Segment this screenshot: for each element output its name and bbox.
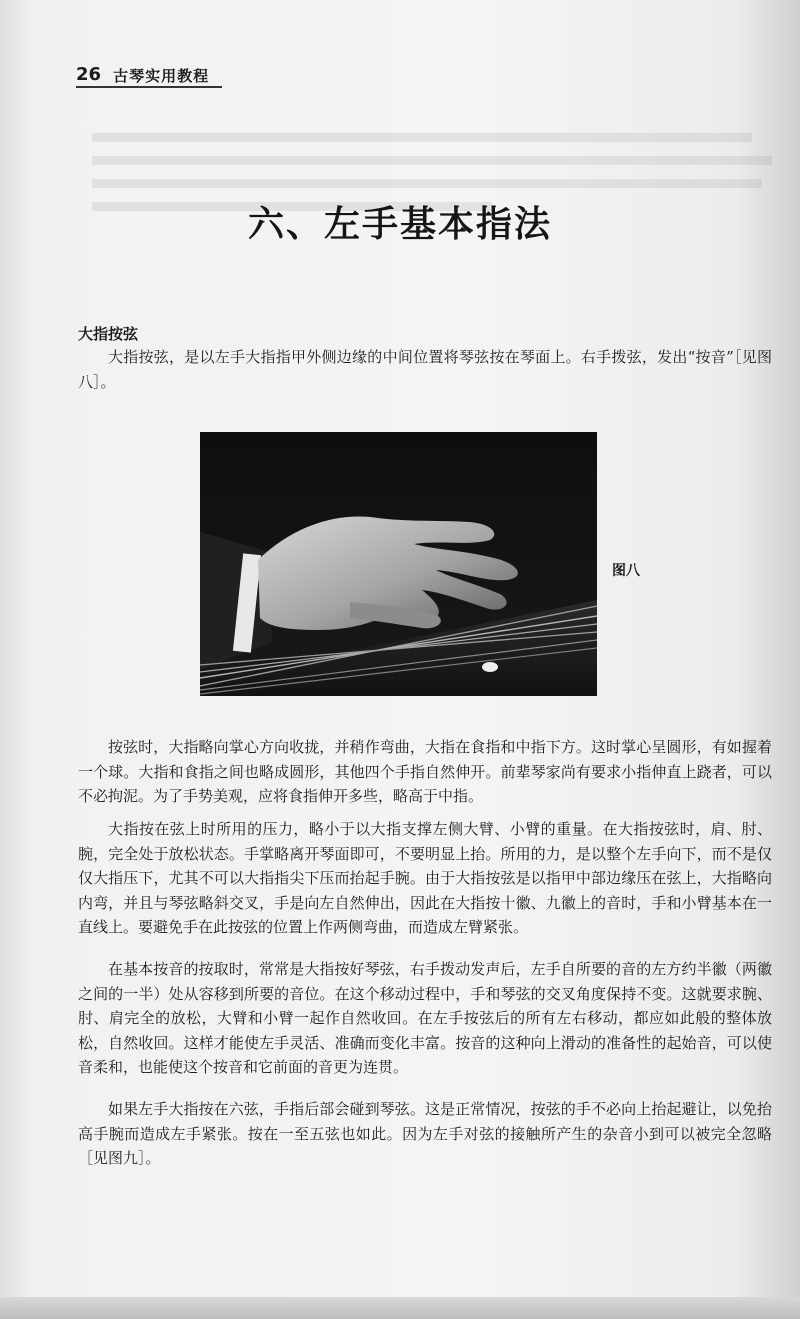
page-number: 26	[76, 64, 102, 85]
section-heading: 大指按弦	[78, 325, 139, 343]
chapter-title: 六、左手基本指法	[247, 204, 552, 245]
figure-8-photo	[200, 432, 597, 696]
running-header	[76, 54, 222, 88]
scan-edge	[0, 1297, 800, 1319]
paragraph-intro: 大指按弦，是以左手大指指甲外侧边缘的中间位置将琴弦按在琴面上。右手拨弦，发出“按音”［见图八］。	[78, 348, 772, 391]
figure-label: 图八	[612, 563, 640, 579]
paragraph-sixth-string: 如果左手大指按在六弦，手指后部会碰到琴弦。这是正常情况，按弦的手不必向上抬起避让，以免抬高手腕而造成左手紧张。按在一至五弦也如此。因为左手对弦的接触所产生的杂音小到可以被完全忽略［见图九］。	[78, 1100, 772, 1167]
paragraph-pressure: 大指按在弦上时所用的压力，略小于以大指支撑左侧大臂、小臂的重量。在大指按弦时，肩、肘、腕，完全处于放松状态。手掌略离开琴面即可，不要明显上抬。所用的力，是以整个左手向下，而不是仅仅大指压下，尤其不可以大指指尖下压而抬起手腕。由于大指按弦是以指甲中部边缘压在弦上，大指略向内弯，并且与琴弦略斜交叉，手是向左自然伸出，因此在大指按十徽、九徽上的音时，手和小臂基本在一直线上。要避免手在此按弦的位置上作两侧弯曲，而造成左臂紧张。	[78, 820, 772, 936]
paragraph-movement: 在基本按音的按取时，常常是大指按好琴弦，右手拨动发声后，左手自所要的音的左方约半徽（两徽之间的一半）处从容移到所要的音位。在这个移动过程中，手和琴弦的交叉角度保持不变。这就要求腕、肘、肩完全的放松，大臂和小臂一起作自然收回。在左手按弦后的所有左右移动，都应如此般的整体放松，自然收回。这样才能使左手灵活、准确而变化丰富。按音的这种向上滑动的准备性的起始音，可以使音柔和，也能使这个按音和它前面的音更为连贯。	[78, 960, 772, 1076]
left-hand-on-guqin-photo	[200, 432, 597, 696]
paragraph-hand-shape: 按弦时，大指略向掌心方向收拢，并稍作弯曲，大指在食指和中指下方。这时掌心呈圆形，有如握着一个球。大指和食指之间也略成圆形，其他四个手指自然伸开。前辈琴家尚有要求小指伸直上跷者，可以不必拘泥。为了手势美观，应将食指伸开多些，略高于中指。	[78, 738, 772, 805]
book-title: 古琴实用教程	[113, 67, 210, 85]
